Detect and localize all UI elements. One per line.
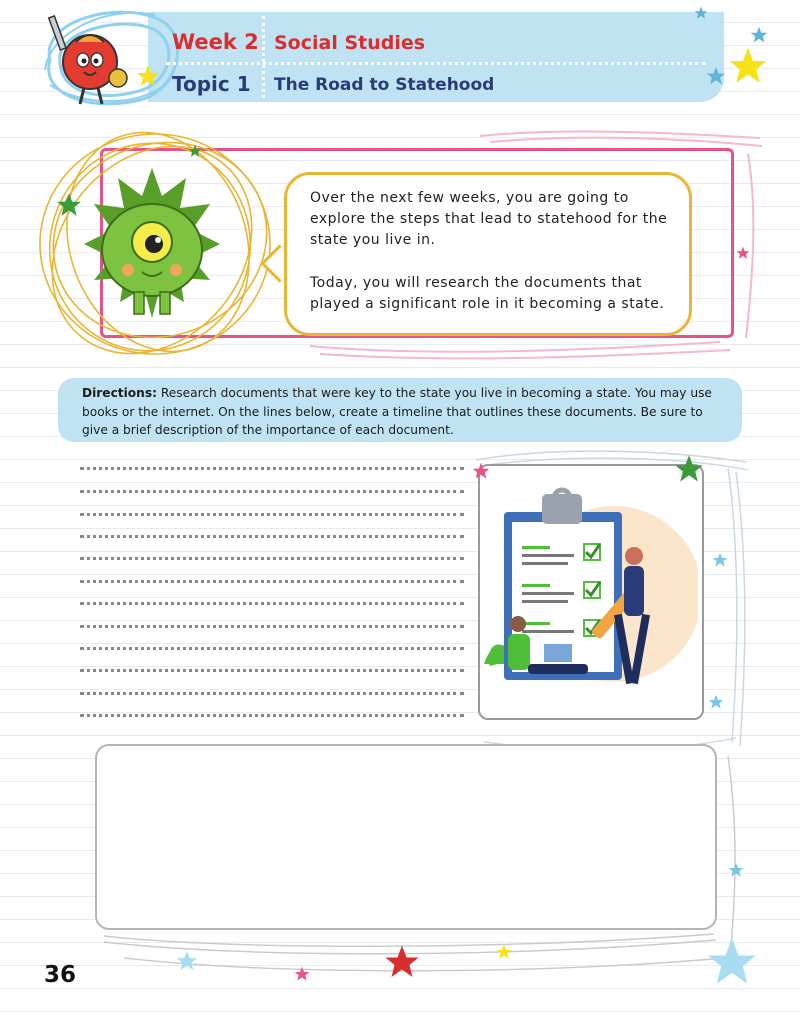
topic-title: The Road to Statehood <box>274 75 495 95</box>
star-icon <box>176 950 198 972</box>
star-icon <box>188 144 202 158</box>
star-icon <box>706 66 726 86</box>
star-icon <box>694 6 708 20</box>
intro-paragraph-1: Over the next few weeks, you are going to explore the steps that lead to statehood for the state you live in. <box>310 190 668 248</box>
directions-text <box>82 384 732 440</box>
timeline-write-line[interactable] <box>80 669 464 672</box>
timeline-write-line[interactable] <box>80 557 464 560</box>
star-icon <box>728 862 744 878</box>
star-icon <box>294 966 310 982</box>
header-divider-vertical <box>262 16 265 98</box>
star-icon <box>712 552 728 568</box>
star-icon <box>496 944 512 960</box>
timeline-write-line[interactable] <box>80 647 464 650</box>
star-icon <box>136 64 160 88</box>
page-number: 36 <box>44 962 77 988</box>
timeline-write-line[interactable] <box>80 513 464 516</box>
intro-paragraph-2: Today, you will research the documents that played a significant role in it becoming a state. <box>310 275 665 312</box>
timeline-write-line[interactable] <box>80 692 464 695</box>
header-divider-horizontal <box>166 62 706 65</box>
directions-label: Directions: <box>82 386 157 400</box>
star-icon <box>728 46 768 86</box>
mascot-apple-knight-icon <box>46 12 136 110</box>
star-icon <box>708 694 724 710</box>
star-icon <box>750 26 768 44</box>
directions-body: Research documents that were key to the state you live in becoming a state. You may use books or the internet. On the lines below, create a timeline that outlines these documents. Be sure to give a brief description of the importance of each document. <box>82 386 712 437</box>
topic-label: Topic 1 <box>172 72 251 96</box>
star-icon <box>674 454 704 484</box>
timeline-write-line[interactable] <box>80 490 464 493</box>
timeline-write-line[interactable] <box>80 535 464 538</box>
star-icon <box>472 462 490 480</box>
star-icon <box>706 936 758 988</box>
timeline-write-line[interactable] <box>80 580 464 583</box>
subject-label: Social Studies <box>274 32 426 54</box>
star-icon <box>56 192 82 218</box>
clipboard-checklist-illustration <box>484 484 698 706</box>
timeline-write-line[interactable] <box>80 625 464 628</box>
star-icon <box>736 246 750 260</box>
timeline-write-line[interactable] <box>80 714 464 717</box>
week-label: Week 2 <box>172 30 259 54</box>
green-monster-icon <box>82 168 222 328</box>
write-box[interactable] <box>95 744 717 930</box>
star-icon <box>384 944 420 980</box>
timeline-write-line[interactable] <box>80 602 464 605</box>
timeline-write-line[interactable] <box>80 467 464 470</box>
